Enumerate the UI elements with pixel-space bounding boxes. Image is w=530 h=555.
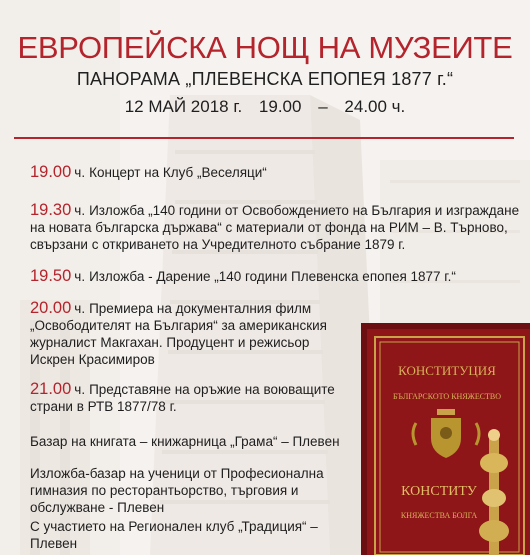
event-text: Изложба-базар на ученици от Професионална гимназия по ресторантьорство, търговия и обслужване - Плевен (30, 466, 324, 515)
event-time: 19.30 (30, 201, 72, 219)
event-time-unit: ч. (74, 165, 86, 180)
time-separator: – (318, 97, 328, 116)
event-text: С участието на Регионален клуб „Традиция“ – Плевен (30, 519, 318, 551)
time-end: 24.00 ч. (344, 97, 406, 116)
time-start: 19.00 (258, 97, 302, 116)
event-time-unit: ч. (74, 203, 86, 218)
event-item (30, 433, 350, 450)
event-text: Изложба - Дарение „140 години Плевенска епопея 1877 г.“ (89, 269, 456, 284)
event-time-unit: ч. (74, 269, 86, 284)
event-date: 12 МАЙ 2018 г. (124, 97, 243, 116)
book-title-text-2: КОНСТИТУ (401, 484, 477, 499)
header-divider (14, 137, 514, 139)
event-time-unit: ч. (74, 382, 86, 397)
event-item (30, 518, 330, 552)
page-subtitle: ПАНОРАМА „ПЛЕВЕНСКА ЕПОПЕЯ 1877 г.“ (76, 69, 454, 89)
event-time-unit: ч. (74, 301, 86, 316)
book-title-text: КОНСТИТУЦИЯ (398, 363, 496, 378)
event-time: 19.50 (30, 267, 72, 285)
book-subtitle-text-2: КНЯЖЕСТВА БОЛГА (400, 511, 478, 520)
event-text: Концерт на Клуб „Веселяци“ (89, 165, 267, 180)
event-time: 19.00 (30, 163, 72, 181)
event-text: Изложба „140 години от Освобождението на България и изграждане на новата българска държава“ с материали от фонда на РИМ – В. Търново, свързани с откриването на Учредителното събрание 1879 г. (30, 203, 520, 252)
event-text: Базар на книгата – книжарница „Грама“ – Плевен (30, 434, 340, 449)
event-item (30, 300, 350, 368)
event-item (30, 268, 520, 285)
page-title: ЕВРОПЕЙСКА НОЩ НА МУЗЕИТЕ (17, 30, 513, 65)
event-item (30, 202, 520, 253)
event-item (30, 164, 520, 181)
book-subtitle-text: БЪЛГАРСКОТО КНЯЖЕСТВО (392, 392, 502, 401)
event-time: 21.00 (30, 380, 72, 398)
event-text: Представяне на оръжие на воюващите страни в РТВ 1877/78 г. (30, 382, 335, 414)
date-line (0, 97, 530, 117)
event-item (30, 465, 330, 516)
event-text: Премиера на документалния филм „Освободителят на България“ за американския журналист Макгахан. Продуцент и режисьор Искрен Красимиров (30, 301, 327, 367)
constitution-book-image (361, 323, 530, 555)
event-item (30, 381, 350, 415)
event-time: 20.00 (30, 299, 72, 317)
